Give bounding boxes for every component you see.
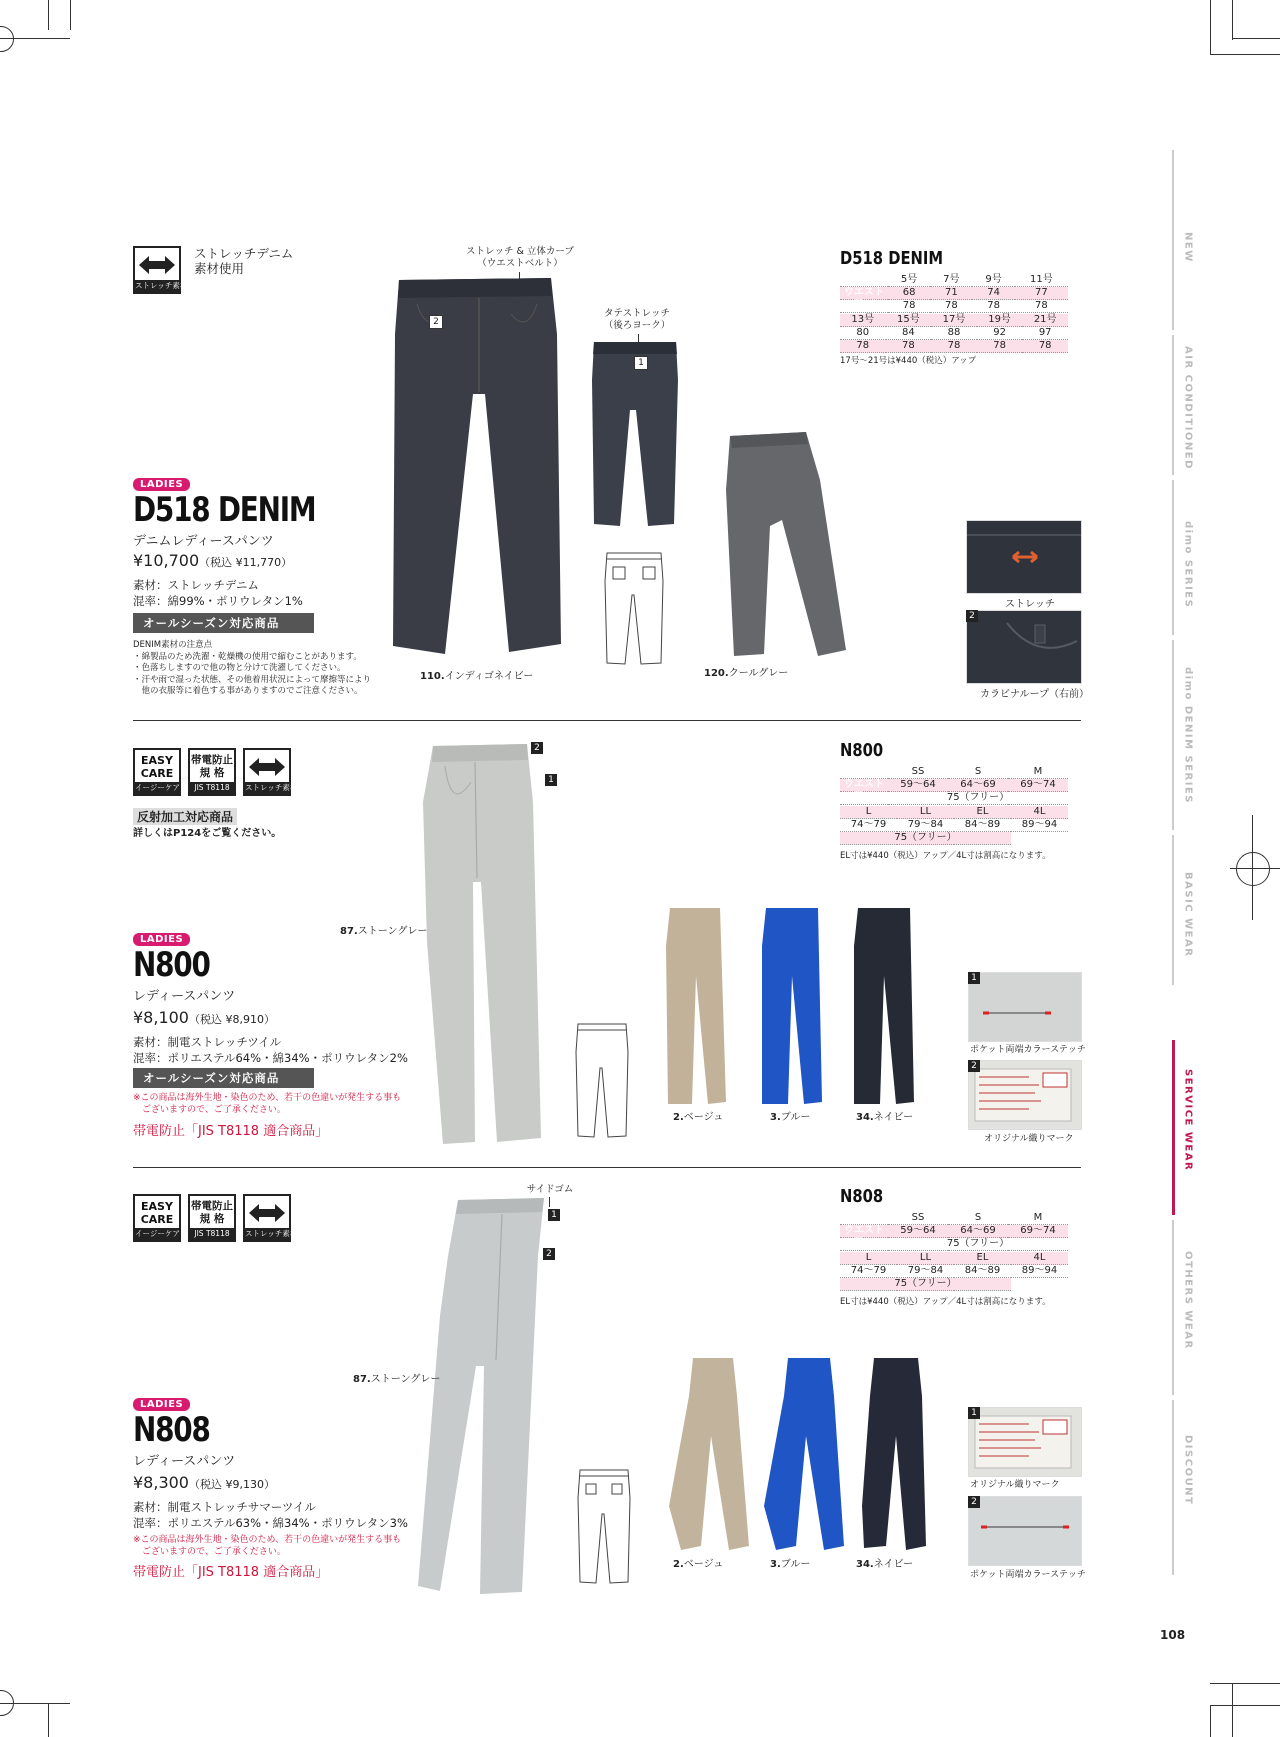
easy-care-text: EASY CARE: [140, 754, 174, 780]
crop-mark: [48, 1703, 49, 1737]
size-cell: M: [1008, 1212, 1068, 1225]
jis-compliance: 帯電防止「JIS T8118 適合商品」: [133, 1565, 329, 1580]
size-row: [840, 1238, 1068, 1251]
material-line: 素材：ストレッチデニム: [133, 578, 259, 592]
color-name: クールグレー: [728, 668, 789, 679]
size-cell: 89〜94: [1011, 1265, 1068, 1278]
detail-marker-1: 1: [968, 972, 980, 984]
stretch-material-icon: [243, 1194, 298, 1242]
detail-caption: ポケット両端カラーステッチ: [970, 1045, 1086, 1055]
size-table-title: D518 DENIM: [840, 248, 944, 269]
size-cell: 64〜69: [948, 779, 1008, 792]
crop-mark: [1230, 868, 1280, 869]
size-cell: 79〜84: [897, 1265, 954, 1278]
color-caption: [420, 667, 533, 682]
detail-caption: ポケット両端カラーステッチ: [970, 1570, 1086, 1580]
section-divider: [133, 720, 1081, 721]
size-table-note: EL寸は¥440（税込）アップ／4L寸は割高になります。: [840, 851, 1051, 861]
stretch-detail-photo: [966, 520, 1082, 594]
size-row: [840, 314, 1068, 327]
size-row-header: 股下: [840, 300, 888, 313]
detail-marker-1: 1: [968, 1407, 980, 1419]
size-row: [840, 1278, 1068, 1291]
size-row: [840, 1225, 1068, 1238]
size-row: [840, 287, 1068, 300]
size-cell: 71: [930, 287, 972, 300]
size-cell: 69〜74: [1008, 779, 1068, 792]
color-name: ベージュ: [683, 1559, 724, 1570]
carabiner-loop-photo: [966, 610, 1082, 684]
size-cell: 21号: [1022, 314, 1068, 327]
size-cell: 75（フリー）: [840, 1278, 1011, 1291]
indigo-navy-pants-image: [387, 274, 565, 659]
size-cell: 9号: [972, 274, 1014, 287]
blend-line: 混率：綿99%・ポリウレタン1%: [133, 594, 303, 608]
size-cell: 17号: [931, 314, 977, 327]
antistatic-icon: [188, 1194, 236, 1242]
color-number: 34.: [856, 1559, 874, 1570]
blue-pants-image: [762, 1356, 846, 1552]
color-number: 120.: [704, 668, 729, 679]
size-cell: S: [948, 1212, 1008, 1225]
size-cell: 78: [1015, 300, 1068, 313]
color-name: ベージュ: [683, 1112, 724, 1123]
color-number: 34.: [856, 1112, 874, 1123]
size-cell: 69〜74: [1008, 1225, 1068, 1238]
detail-caption: オリジナル織りマーク: [970, 1480, 1060, 1490]
size-cell: 75（フリー）: [888, 1238, 1068, 1251]
color-caption: [673, 1555, 723, 1570]
size-cell: 78: [1022, 340, 1068, 353]
size-cell: 89〜94: [1011, 819, 1068, 832]
size-row-header: 股下: [840, 792, 888, 805]
size-row: [840, 779, 1068, 792]
material-line: 素材：制電ストレッチサマーツイル: [133, 1500, 316, 1514]
color-name: ネイビー: [873, 1559, 914, 1570]
color-number: 87.: [353, 1374, 371, 1385]
size-cell: SS: [888, 766, 948, 779]
size-cell: 78: [888, 300, 930, 313]
crop-mark: [1210, 1705, 1211, 1737]
size-row-header: サイズ: [840, 274, 888, 287]
registration-mark: [0, 26, 14, 52]
woven-label-photo: [968, 1060, 1082, 1130]
detail-marker-1: 1: [545, 774, 557, 786]
material-info: [133, 1499, 408, 1531]
detail-marker-2: 2: [968, 1496, 980, 1508]
size-cell: 74: [972, 287, 1014, 300]
crop-mark: [1232, 0, 1233, 40]
size-cell: M: [1008, 766, 1068, 779]
size-cell: 78: [930, 300, 972, 313]
size-table: [840, 274, 1068, 313]
stretch-material-icon: [133, 246, 188, 294]
antistatic-text: 帯電防止 規 格: [191, 754, 233, 779]
price-value: ¥10,700: [133, 551, 200, 570]
crop-mark: [1210, 1705, 1280, 1706]
nav-tab-new[interactable]: NEW: [1182, 232, 1194, 263]
size-row: [840, 340, 1068, 353]
price-value: ¥8,100: [133, 1008, 189, 1027]
nav-tab-others-wear[interactable]: OTHERS WEAR: [1182, 1250, 1194, 1350]
pocket-stitch-photo: [968, 1496, 1082, 1566]
size-row: [840, 832, 1068, 845]
size-row: [840, 766, 1068, 779]
blue-pants-image: [760, 906, 824, 1106]
detail-marker-2: 2: [429, 315, 443, 329]
size-table: [840, 314, 1068, 353]
price-value: ¥8,300: [133, 1473, 189, 1492]
nav-tab-dimo-series[interactable]: dimo SERIES: [1182, 521, 1194, 609]
size-table-note: EL寸は¥440（税込）アップ／4L寸は割高になります。: [840, 1297, 1051, 1307]
easy-care-icon: [133, 1194, 181, 1242]
size-table-note: 17号〜21号は¥440（税込）アップ: [840, 356, 977, 366]
size-cell: 5号: [888, 274, 930, 287]
size-cell: S: [948, 766, 1008, 779]
material-info: [133, 577, 303, 609]
size-cell: LL: [897, 1252, 954, 1265]
color-caption: [770, 1108, 810, 1123]
jis-compliance: 帯電防止「JIS T8118 適合商品」: [133, 1124, 329, 1139]
section-nav: [1168, 150, 1208, 1580]
color-name: ネイビー: [873, 1112, 914, 1123]
color-name: インディゴネイビー: [444, 671, 534, 682]
crop-mark: [1252, 815, 1253, 920]
detail-marker-2: 2: [968, 1060, 980, 1072]
color-name: ストーングレー: [357, 926, 428, 937]
size-row-header: 股下: [840, 1238, 888, 1251]
size-cell: 84〜89: [954, 819, 1011, 832]
waist-annotation: ストレッチ & 立体カーブ （ウエストベルト）: [466, 246, 574, 269]
color-caption: [353, 1370, 440, 1385]
size-cell: 64〜69: [948, 1225, 1008, 1238]
side-elastic-annotation: サイドゴム: [526, 1184, 574, 1195]
stone-gray-pants-image: [415, 742, 545, 1147]
size-cell: 74〜79: [840, 819, 897, 832]
size-table-title: N800: [840, 740, 884, 761]
stretch-icon-label: ストレッチ素材: [135, 281, 188, 290]
product-price: [133, 551, 292, 570]
antistatic-label: JIS T8118: [190, 1228, 234, 1240]
detail-caption: カラビナループ（右前）: [980, 689, 1089, 700]
size-table: [840, 766, 1068, 805]
product-price: [133, 1008, 275, 1027]
size-cell: EL: [954, 806, 1011, 819]
detail-marker-2: 2: [543, 1248, 555, 1260]
nav-tab-discount[interactable]: DISCOUNT: [1182, 1434, 1194, 1506]
denim-care-notes: DENIM素材の注意点 ・綿製品のため洗濯・乾燥機の使用で縮むことがあります。 ・色落ちしますので他の物と分けて洗濯してください。 ・汗や雨で湿った状態、その他着用状況によって摩擦等により 他の衣服等に着色する事がありますのでご注意ください。: [133, 640, 372, 696]
product-name: D518 DENIM: [133, 490, 316, 530]
color-number: 87.: [340, 926, 358, 937]
size-cell: 78: [977, 340, 1023, 353]
nav-tab-basic-wear[interactable]: BASIC WEAR: [1182, 872, 1194, 958]
easy-care-label: イージーケア: [135, 1229, 180, 1238]
crop-mark: [48, 0, 49, 30]
color-name: ストーングレー: [370, 1374, 441, 1385]
size-cell: 78: [886, 340, 932, 353]
size-cell: 74〜79: [840, 1265, 897, 1278]
size-table: [840, 1252, 1068, 1291]
color-name: ブルー: [780, 1112, 811, 1123]
price-tax: （税込 ¥8,910）: [188, 1013, 275, 1026]
crop-mark: [70, 0, 71, 30]
size-cell: 19号: [977, 314, 1023, 327]
product-name: N808: [133, 1410, 210, 1450]
size-cell: LL: [897, 806, 954, 819]
registration-mark: [0, 1690, 14, 1716]
color-variance-note: ※この商品は海外生地・染色のため、若干の色違いが発生する事も ございますので、ご了承ください。: [133, 1093, 402, 1115]
size-cell: 92: [977, 327, 1023, 340]
size-table-title: N808: [840, 1186, 884, 1207]
crop-mark: [1210, 1683, 1280, 1684]
size-cell: 59〜64: [888, 779, 948, 792]
size-table: [840, 1212, 1068, 1251]
size-cell: 97: [1022, 327, 1068, 340]
color-variance-note: ※この商品は海外生地・染色のため、若干の色違いが発生する事も ございますので、ご了承ください。: [133, 1535, 402, 1557]
size-row-header: ウエスト: [840, 1225, 888, 1238]
back-line-drawing: [576, 1468, 632, 1586]
color-caption: [856, 1555, 913, 1570]
color-caption: [673, 1108, 723, 1123]
antistatic-text: 帯電防止 規 格: [191, 1200, 233, 1225]
front-line-drawing: [574, 1022, 630, 1140]
size-cell: 7号: [930, 274, 972, 287]
size-cell: L: [840, 806, 897, 819]
size-cell: 77: [1015, 287, 1068, 300]
size-row: [840, 274, 1068, 287]
reflective-badge: 反射加工対応商品: [133, 808, 237, 825]
navy-pants-image: [860, 1356, 944, 1552]
ladies-badge: LADIES: [133, 933, 190, 946]
product-subtitle: レディースパンツ: [133, 1454, 236, 1469]
easy-care-label: イージーケア: [135, 783, 180, 792]
size-row-header: サイズ: [840, 1212, 888, 1225]
size-cell: 88: [931, 327, 977, 340]
blend-line: 混率：ポリエステル63%・綿34%・ポリウレタン3%: [133, 1516, 408, 1530]
size-row: [840, 806, 1068, 819]
color-caption: [770, 1555, 810, 1570]
size-row-header: サイズ: [840, 766, 888, 779]
size-cell: 4L: [1011, 806, 1068, 819]
stretch-icon-label: ストレッチ素材: [245, 783, 298, 792]
color-caption: [704, 664, 788, 679]
color-name: ブルー: [780, 1559, 811, 1570]
size-cell: 11号: [1015, 274, 1068, 287]
material-line: 素材：制電ストレッチツイル: [133, 1035, 282, 1049]
detail-marker-1: 1: [634, 356, 648, 370]
stretch-icon-label: ストレッチ素材: [245, 1229, 298, 1238]
woven-label-photo: [968, 1407, 1082, 1477]
beige-pants-image: [667, 1356, 751, 1552]
size-row: [840, 327, 1068, 340]
antistatic-icon: [188, 748, 236, 796]
size-cell: 78: [931, 340, 977, 353]
easy-care-text: EASY CARE: [140, 1200, 174, 1226]
nav-tab-service-wear[interactable]: SERVICE WEAR: [1182, 1068, 1194, 1172]
size-cell: 59〜64: [888, 1225, 948, 1238]
section-divider: [133, 1167, 1081, 1168]
size-cell: 4L: [1011, 1252, 1068, 1265]
navy-pants-image: [852, 906, 916, 1106]
size-cell: 13号: [840, 314, 886, 327]
size-cell: 78: [972, 300, 1014, 313]
size-row-header: ウエスト: [840, 287, 888, 300]
size-row: [840, 819, 1068, 832]
size-row: [840, 1252, 1068, 1265]
crop-mark: [1210, 54, 1280, 55]
all-season-badge: オールシーズン対応商品: [133, 613, 314, 633]
material-info: [133, 1034, 408, 1066]
detail-caption: オリジナル織りマーク: [984, 1134, 1074, 1144]
size-row: [840, 792, 1068, 805]
crop-mark: [1210, 0, 1211, 55]
nav-tab-dimo-denim-series[interactable]: dimo DENIM SERIES: [1182, 666, 1194, 804]
pocket-stitch-photo: [968, 972, 1082, 1042]
size-cell: 79〜84: [897, 819, 954, 832]
page-number: 108: [1160, 1628, 1186, 1642]
stretch-material-icon: [243, 748, 298, 796]
easy-care-icon: [133, 748, 181, 796]
beige-pants-image: [664, 906, 728, 1106]
cool-gray-pants-image: [720, 430, 850, 660]
detail-caption: ストレッチ: [1005, 599, 1055, 610]
detail-marker-2: 2: [531, 742, 543, 754]
product-subtitle: デニムレディースパンツ: [133, 534, 274, 549]
size-cell: 84: [886, 327, 932, 340]
reflective-note: 詳しくはP124をご覧ください。: [133, 828, 282, 839]
crop-mark: [1232, 1683, 1233, 1737]
product-subtitle: レディースパンツ: [133, 989, 236, 1004]
yoke-annotation: タテストレッチ （後ろヨーク）: [603, 308, 671, 331]
size-row: [840, 1212, 1068, 1225]
product-price: [133, 1473, 275, 1492]
blend-line: 混率：ポリエステル64%・綿34%・ポリウレタン2%: [133, 1051, 408, 1065]
color-number: 3.: [770, 1559, 781, 1570]
antistatic-label: JIS T8118: [190, 782, 234, 794]
stretch-denim-note: ストレッチデニム 素材使用: [194, 246, 294, 276]
size-cell: 78: [840, 340, 886, 353]
size-cell: EL: [954, 1252, 1011, 1265]
color-number: 2.: [673, 1112, 684, 1123]
back-line-drawing: [603, 551, 665, 667]
ladies-badge: LADIES: [133, 478, 190, 491]
color-caption: [856, 1108, 913, 1123]
size-cell: 75（フリー）: [888, 792, 1068, 805]
stone-gray-pants-image: [418, 1196, 558, 1601]
color-number: 2.: [673, 1559, 684, 1570]
size-cell: L: [840, 1252, 897, 1265]
size-cell: 68: [888, 287, 930, 300]
registration-mark: [1236, 852, 1270, 886]
product-name: N800: [133, 945, 210, 985]
price-tax: （税込 ¥9,130）: [188, 1478, 275, 1491]
size-cell: 75（フリー）: [840, 832, 1011, 845]
size-row: [840, 1265, 1068, 1278]
price-tax: （税込 ¥11,770）: [199, 556, 293, 569]
size-cell: 15号: [886, 314, 932, 327]
size-cell: SS: [888, 1212, 948, 1225]
size-row-header: ウエスト: [840, 779, 888, 792]
all-season-badge: オールシーズン対応商品: [133, 1068, 314, 1088]
detail-marker-2: 2: [966, 610, 978, 622]
size-row: [840, 300, 1068, 313]
color-caption: [340, 922, 427, 937]
detail-marker-1: 1: [548, 1209, 560, 1221]
crop-mark: [1232, 38, 1280, 39]
color-number: 3.: [770, 1112, 781, 1123]
nav-tab-air-conditioned[interactable]: AIR CONDITIONED: [1182, 346, 1194, 470]
ladies-badge: LADIES: [133, 1398, 190, 1411]
size-cell: 80: [840, 327, 886, 340]
size-cell: 84〜89: [954, 1265, 1011, 1278]
color-number: 110.: [420, 671, 445, 682]
size-table: [840, 806, 1068, 845]
